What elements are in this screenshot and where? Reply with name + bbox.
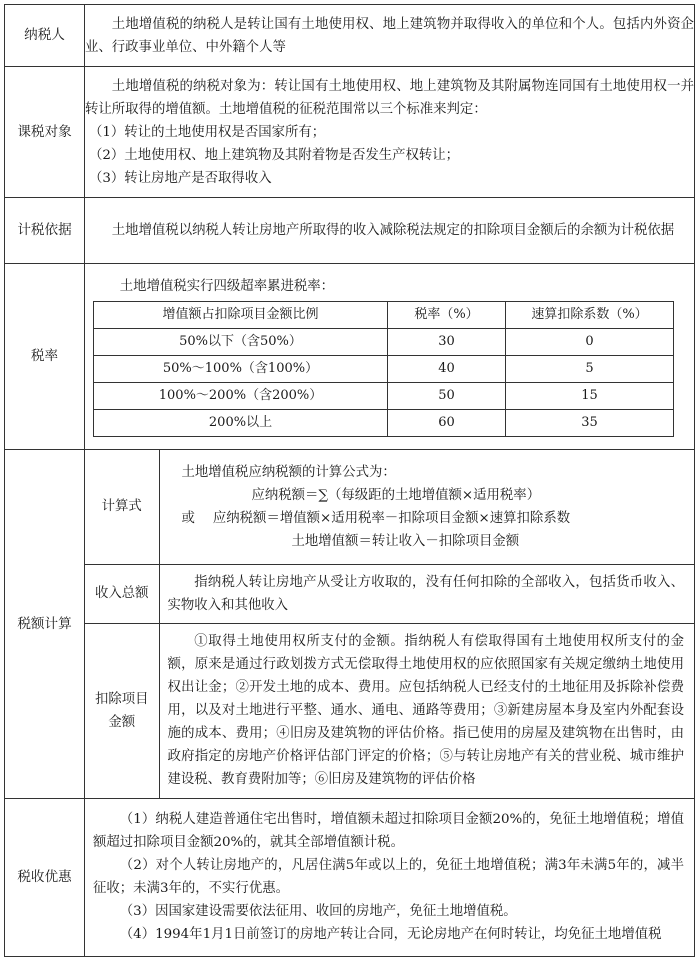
rate-table-row: [94, 355, 674, 382]
row-tax-calculation: [5, 450, 695, 799]
rate-cell: 60: [388, 409, 506, 436]
list-item: （1）纳税人建造普通住宅出售时，增值额未超过扣除项目金额20%的，免征土地增值税；增值额超过扣除项目金额20%的，就其全部增值额计税。: [93, 811, 684, 850]
rate-header-cell: 速算扣除系数（%）: [506, 301, 674, 328]
rate-table-row: [94, 328, 674, 355]
calc-row-formula: [85, 450, 694, 564]
rate-cell: 5: [506, 355, 674, 382]
list-item: （2）对个人转让房地产的，凡居住满5年或以上的，免征土地增值税；满3年未满5年的，减半征收；未满3年的，不实行优惠。: [93, 857, 684, 896]
rate-cell: 100%～200%（含200%）: [94, 382, 388, 409]
row-label: 课税对象: [5, 67, 85, 198]
sub-label-line: 金额: [108, 714, 136, 730]
row-label: 计税依据: [5, 198, 85, 264]
sub-label: 计算式: [85, 450, 159, 564]
list-item: （3）转让房地产是否取得收入: [89, 170, 272, 186]
formula-line: 应纳税额＝∑（每级距的土地增值额×适用税率）: [251, 487, 541, 503]
deduction-text: ①取得土地使用权所支付的金额。指纳税人有偿取得国有土地使用权所支付的金额，原来是通过行政划拨方式无偿取得土地使用权的应依照国家有关规定缴纳土地使用权出让金；②开发土地的成本、费用。应包括纳税人已经支付的土地征用及拆除补偿费用，以及对土地进行平整、通水、通电、通路等费用；③新建房屋本身及室内外配套设施的成本、费用；④旧房及建筑物的评估价格。指已使用的房屋及建筑物在出售时，由政府指定的房地产价格评估部门评定的价格；⑤与转让房地产有关的营业税、城市维护建设税、教育费附加等；⑥旧房及建筑物的评估价格: [167, 634, 684, 788]
rate-cell: 35: [506, 409, 674, 436]
rate-table-row: [94, 409, 674, 436]
rate-cell: 40: [388, 355, 506, 382]
list-item: （3）因国家建设需要依法征用、收回的房地产，免征土地增值税。: [119, 903, 517, 919]
formula-alt: 应纳税额＝增值额×适用税率－扣除项目金额×速算扣除系数: [212, 510, 571, 526]
formula-line: [182, 507, 685, 530]
tax-rate-intro: 土地增值税实行四级超率累进税率：: [119, 278, 335, 294]
rate-cell: 50%～100%（含100%）: [94, 355, 388, 382]
row-label: 税额计算: [5, 450, 85, 799]
rate-cell: 200%以上: [94, 409, 388, 436]
rate-cell: 50%以下（含50%）: [94, 328, 388, 355]
row-tax-rate: [5, 264, 695, 450]
land-vat-table: [4, 4, 695, 957]
row-taxpayer: [5, 5, 695, 67]
rate-cell: 0: [506, 328, 674, 355]
rate-cell: 50: [388, 382, 506, 409]
row-tax-object: [5, 67, 695, 198]
tax-object-intro: 土地增值税的纳税对象为：转让国有土地使用权、地上建筑物及其附属物连同国有土地使用权一并转让所取得的增值额。土地增值税的征税范围常以三个标准来判定：: [85, 78, 694, 117]
tax-basis-text: 土地增值税以纳税人转让房地产所取得的收入减除税法规定的扣除项目金额后的余额为计税依据: [111, 223, 675, 238]
row-label: 税收优惠: [5, 799, 85, 957]
calc-row-income: [85, 564, 694, 623]
row-label: 税率: [5, 264, 85, 450]
row-tax-basis: [5, 198, 695, 264]
formula-line: 土地增值额＝转让收入－扣除项目金额: [291, 533, 520, 549]
rate-cell: 15: [506, 382, 674, 409]
calc-row-deduction: [85, 623, 694, 798]
income-text: 指纳税人转让房地产从受让方收取的，没有任何扣除的全部收入，包括货币收入、实物收入和其他收入: [167, 574, 684, 613]
formula-intro: 土地增值税应纳税额的计算公式为：: [181, 464, 396, 480]
rate-table-row: [94, 382, 674, 409]
rate-header-cell: 税率（%）: [388, 301, 506, 328]
rate-table: [93, 301, 674, 437]
rate-header-cell: 增值额占扣除项目金额比例: [94, 301, 388, 328]
list-item: （2）土地使用权、地上建筑物及其附着物是否发生产权转让；: [89, 147, 460, 163]
rate-cell: 30: [388, 328, 506, 355]
list-item: （1）转让的土地使用权是否国家所有；: [89, 124, 326, 140]
sub-label-line: 扣除项目: [94, 691, 149, 707]
rate-table-header: [94, 301, 674, 328]
list-item: （4）1994年1月1日前签订的房地产转让合同，无论房地产在何时转让，均免征土地增值税: [119, 926, 662, 942]
calc-subtable: [85, 450, 694, 798]
row-tax-preference: [5, 799, 695, 957]
sub-label: [85, 623, 159, 798]
formula-or: 或: [181, 510, 195, 526]
row-label: 纳税人: [5, 5, 85, 67]
taxpayer-text: 土地增值税的纳税人是转让国有土地使用权、地上建筑物并取得收入的单位和个人。包括内外资企业、行政事业单位、中外籍个人等: [85, 16, 694, 55]
sub-label: 收入总额: [85, 564, 159, 623]
